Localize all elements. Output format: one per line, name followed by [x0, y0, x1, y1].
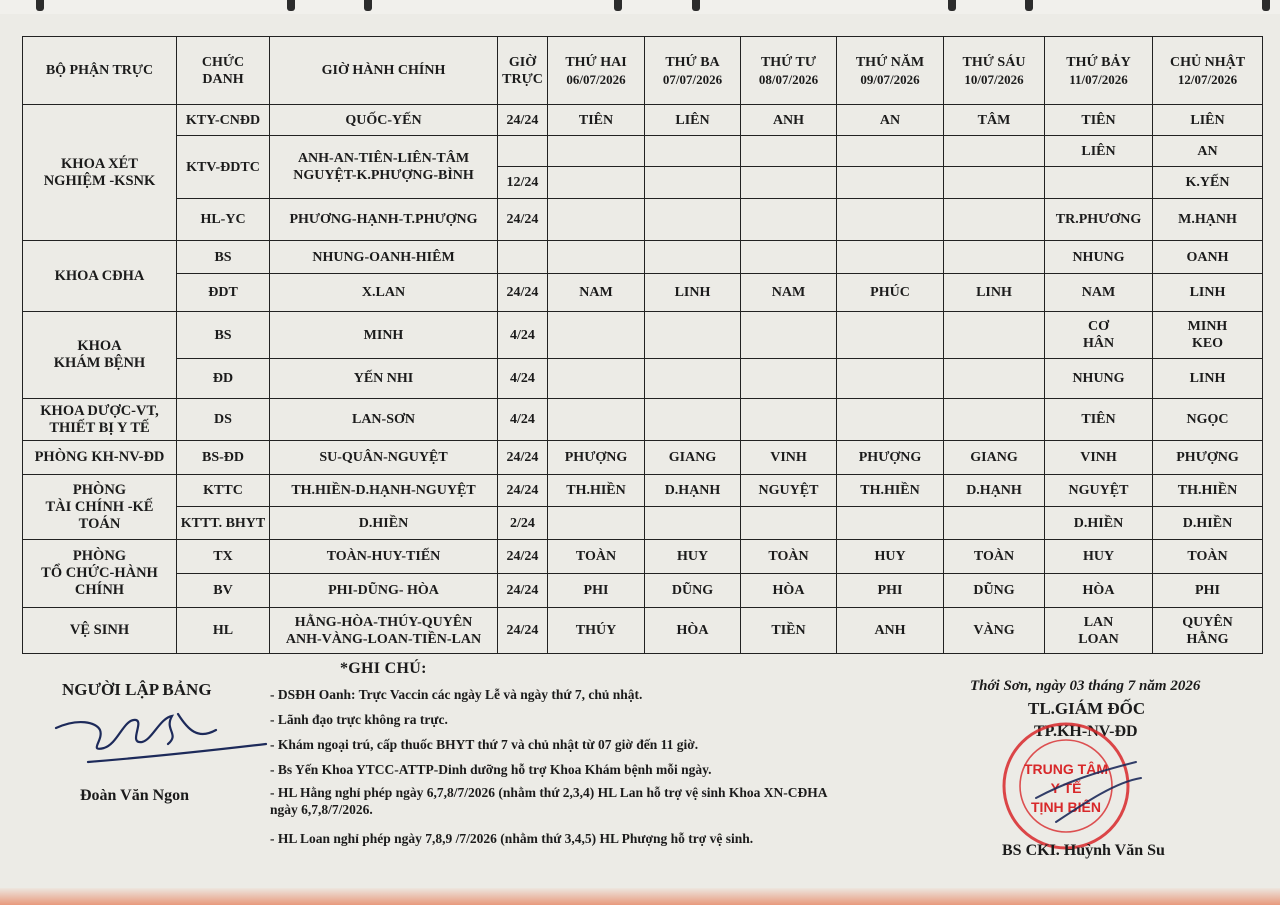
day-header-thu	[837, 37, 944, 105]
hours-cell: 24/24	[498, 441, 548, 475]
duty-cell: TÂM	[944, 105, 1045, 136]
day-name: THỨ BẢY	[1066, 54, 1131, 70]
duty-cell: PHI	[548, 574, 645, 608]
day-name: THỨ HAI	[565, 54, 627, 70]
duty-line: HÂN	[1082, 336, 1115, 351]
duty-cell	[944, 199, 1045, 241]
duty-cell: LIÊN	[645, 105, 741, 136]
duty-cell: HUY	[1045, 540, 1153, 574]
duty-cell	[741, 167, 837, 199]
dept-line: KHOA	[77, 338, 122, 354]
day-date: 08/07/2026	[758, 71, 819, 87]
hours-cell: 2/24	[498, 507, 548, 540]
duty-cell	[1045, 312, 1153, 359]
hours-cell: 4/24	[498, 359, 548, 399]
duty-cell	[741, 199, 837, 241]
duty-cell	[645, 241, 741, 274]
dept-line: TÀI CHÍNH -KẾ	[45, 498, 154, 515]
office-cell: TOÀN-HUY-TIẾN	[270, 540, 498, 574]
duty-cell	[944, 399, 1045, 441]
office-cell: QUỐC-YẾN	[270, 105, 498, 136]
duty-cell	[645, 312, 741, 359]
duty-cell: D.HIỀN	[1045, 507, 1153, 540]
dept-line: CHÍNH	[74, 582, 125, 598]
duty-cell: LINH	[645, 274, 741, 312]
dept-cdha: KHOA CĐHA	[23, 241, 177, 312]
duty-cell	[741, 136, 837, 167]
table-row	[23, 241, 1263, 274]
duty-cell: ANH	[741, 105, 837, 136]
hours-cell: 4/24	[498, 399, 548, 441]
duty-cell	[548, 167, 645, 199]
duty-cell: AN	[1153, 136, 1263, 167]
duty-cell	[944, 312, 1045, 359]
duty-cell	[741, 399, 837, 441]
duty-cell: VINH	[741, 441, 837, 475]
duty-cell	[837, 136, 944, 167]
col-title-header	[177, 37, 270, 105]
duty-cell	[548, 199, 645, 241]
hours-cell	[498, 241, 548, 274]
duty-cell: TH.HIỀN	[548, 475, 645, 507]
hours-cell: 24/24	[498, 274, 548, 312]
dept-line: NGHIỆM -KSNK	[43, 172, 156, 189]
binding-hole	[948, 0, 956, 11]
office-cell: PHI-DŨNG- HÒA	[270, 574, 498, 608]
office-cell: SU-QUÂN-NGUYỆT	[270, 441, 498, 475]
duty-cell	[645, 507, 741, 540]
duty-cell: TH.HIỀN	[837, 475, 944, 507]
dept-line: TỔ CHỨC-HÀNH	[41, 565, 158, 581]
hours-cell: 24/24	[498, 199, 548, 241]
duty-line: LAN	[1083, 614, 1114, 630]
duty-cell: NAM	[741, 274, 837, 312]
duty-cell: NGỌC	[1153, 399, 1263, 441]
duty-cell: NHUNG	[1045, 241, 1153, 274]
duty-cell: D.HẠNH	[645, 475, 741, 507]
dept-to-chuc-hanh-chinh	[23, 540, 177, 608]
duty-cell: NAM	[548, 274, 645, 312]
duty-cell: PHÚC	[837, 274, 944, 312]
duty-cell: LINH	[1153, 274, 1263, 312]
duty-cell: M.HẠNH	[1153, 199, 1263, 241]
col-office-header: GIỜ HÀNH CHÍNH	[270, 37, 498, 105]
header-row	[23, 37, 1263, 105]
office-cell: NHUNG-OANH-HIÊM	[270, 241, 498, 274]
duty-cell	[548, 359, 645, 399]
hours-cell: 12/24	[498, 167, 548, 199]
duty-cell: LIÊN	[1045, 136, 1153, 167]
duty-cell	[837, 167, 944, 199]
col-dept-header: BỘ PHẬN TRỰC	[23, 37, 177, 105]
binder-strip	[0, 0, 1280, 14]
hours-cell: 24/24	[498, 608, 548, 654]
duty-cell: VINH	[1045, 441, 1153, 475]
duty-cell	[645, 399, 741, 441]
binding-hole	[364, 0, 372, 11]
col-title-line: CHỨC	[201, 54, 245, 70]
duty-cell: THÚY	[548, 608, 645, 654]
day-name: THỨ NĂM	[855, 54, 925, 70]
office-cell: X.LAN	[270, 274, 498, 312]
duty-cell	[837, 507, 944, 540]
office-line: ANH-AN-TIÊN-LIÊN-TÂM	[297, 151, 470, 166]
duty-cell: GIANG	[645, 441, 741, 475]
binding-hole	[692, 0, 700, 11]
title-cell: TX	[177, 540, 270, 574]
col-hours-header	[498, 37, 548, 105]
director-title: TL.GIÁM ĐỐC	[1028, 699, 1146, 718]
col-hours-line: GIỜ	[508, 54, 537, 70]
director-subtitle: TP.KH-NV-ĐD	[1034, 723, 1138, 740]
day-header-sun	[1153, 37, 1263, 105]
duty-cell: OANH	[1153, 241, 1263, 274]
duty-cell	[837, 359, 944, 399]
office-cell: MINH	[270, 312, 498, 359]
duty-line: QUYÊN	[1182, 614, 1233, 630]
table-row	[23, 359, 1263, 399]
duty-cell	[837, 199, 944, 241]
day-name: THỨ SÁU	[962, 54, 1026, 70]
hours-cell: 24/24	[498, 105, 548, 136]
official-stamp	[996, 712, 1146, 862]
duty-line: KEO	[1191, 336, 1224, 351]
office-cell: YẾN NHI	[270, 359, 498, 399]
dept-xet-nghiem	[23, 105, 177, 241]
binding-hole	[1262, 0, 1270, 11]
duty-cell: LINH	[944, 274, 1045, 312]
duty-cell	[837, 312, 944, 359]
day-header-sat	[1045, 37, 1153, 105]
day-header-fri	[944, 37, 1045, 105]
office-cell: TH.HIỀN-D.HẠNH-NGUYỆT	[270, 475, 498, 507]
duty-cell	[837, 241, 944, 274]
title-cell: ĐD	[177, 359, 270, 399]
stamp-line: TRUNG TÂM	[1024, 761, 1108, 777]
duty-cell: D.HIỀN	[1153, 507, 1263, 540]
title-cell: KTTT. BHYT	[177, 507, 270, 540]
duty-cell	[645, 359, 741, 399]
duty-cell	[548, 241, 645, 274]
note-item: - DSĐH Oanh: Trực Vaccin các ngày Lễ và ngày thứ 7, chủ nhật.	[270, 687, 643, 702]
duty-cell: ANH	[837, 608, 944, 654]
title-cell: BV	[177, 574, 270, 608]
office-cell: PHƯƠNG-HẠNH-T.PHƯỢNG	[270, 199, 498, 241]
duty-cell: NGUYỆT	[1045, 475, 1153, 507]
dept-ve-sinh: VỆ SINH	[23, 608, 177, 654]
dept-line: KHOA DƯỢC-VT,	[40, 402, 159, 419]
duty-cell: AN	[837, 105, 944, 136]
duty-cell: TOÀN	[548, 540, 645, 574]
title-cell: KTTC	[177, 475, 270, 507]
duty-cell: NAM	[1045, 274, 1153, 312]
note-item: - Bs Yến Khoa YTCC-ATTP-Dinh dưỡng hỗ trợ Khoa Khám bệnh mỗi ngày.	[270, 762, 712, 777]
duty-cell: TH.HIỀN	[1153, 475, 1263, 507]
office-line: ANH-VÀNG-LOAN-TIỀN-LAN	[285, 631, 482, 647]
duty-cell: LIÊN	[1153, 105, 1263, 136]
hours-cell: 24/24	[498, 574, 548, 608]
office-cell	[270, 136, 498, 199]
duty-cell: PHƯỢNG	[837, 441, 944, 475]
table-row	[23, 136, 1263, 167]
duty-cell: TIÊN	[1045, 399, 1153, 441]
day-header-mon	[548, 37, 645, 105]
title-cell: ĐDT	[177, 274, 270, 312]
day-date: 11/07/2026	[1069, 71, 1128, 87]
table-row	[23, 199, 1263, 241]
duty-cell	[1153, 608, 1263, 654]
duty-cell	[837, 399, 944, 441]
col-title-line: DANH	[202, 71, 244, 87]
hours-cell: 24/24	[498, 475, 548, 507]
duty-cell	[944, 167, 1045, 199]
office-line: HẰNG-HÒA-THÚY-QUYÊN	[294, 614, 473, 630]
note-item: - Lãnh đạo trực không ra trực.	[270, 712, 448, 727]
duty-line: CƠ	[1088, 319, 1109, 334]
office-cell: LAN-SƠN	[270, 399, 498, 441]
hours-cell	[498, 136, 548, 167]
duty-cell: D.HẠNH	[944, 475, 1045, 507]
duty-roster-table	[22, 36, 1263, 654]
col-hours-line: TRỰC	[502, 71, 543, 87]
duty-line: MINH	[1187, 319, 1228, 334]
table-row	[23, 399, 1263, 441]
table-row	[23, 441, 1263, 475]
day-date: 12/07/2026	[1177, 71, 1238, 87]
duty-line: HẰNG	[1186, 631, 1229, 647]
dept-kh-nv-dd: PHÒNG KH-NV-ĐD	[23, 441, 177, 475]
duty-cell	[741, 507, 837, 540]
duty-cell: HÒA	[1045, 574, 1153, 608]
table-row	[23, 105, 1263, 136]
duty-cell	[548, 507, 645, 540]
dept-line: PHÒNG	[72, 548, 127, 564]
signer-name: Đoàn Văn Ngon	[80, 787, 190, 804]
director-name: BS CKI. Huỳnh Văn Su	[1002, 842, 1165, 859]
duty-cell: K.YẾN	[1153, 167, 1263, 199]
dept-line: KHÁM BỆNH	[53, 355, 146, 371]
duty-cell	[1045, 608, 1153, 654]
day-header-wed	[741, 37, 837, 105]
duty-cell	[741, 359, 837, 399]
table-row	[23, 475, 1263, 507]
duty-cell: PHƯỢNG	[548, 441, 645, 475]
duty-cell: HUY	[645, 540, 741, 574]
duty-cell: TOÀN	[741, 540, 837, 574]
day-name: THỨ TƯ	[760, 54, 817, 70]
duty-cell	[1153, 312, 1263, 359]
duty-cell: TOÀN	[1153, 540, 1263, 574]
duty-cell	[548, 399, 645, 441]
day-name: CHỦ NHẬT	[1169, 54, 1246, 70]
table-row	[23, 608, 1263, 654]
note-item: - HL Hằng nghỉ phép ngày 6,7,8/7/2026 (nhằm thứ 2,3,4) HL Lan hỗ trợ vệ sinh Khoa XN-CĐHA	[270, 785, 828, 800]
place-date: Thới Sơn, ngày 03 tháng 7 năm 2026	[970, 678, 1201, 694]
dept-line: THIẾT BỊ Y TẾ	[49, 419, 150, 436]
day-date: 06/07/2026	[566, 71, 626, 87]
title-cell: BS	[177, 241, 270, 274]
duty-line: LOAN	[1078, 631, 1119, 647]
title-cell: KTV-ĐDTC	[177, 136, 270, 199]
duty-cell: HUY	[837, 540, 944, 574]
title-cell: DS	[177, 399, 270, 441]
notes-title: *GHI CHÚ:	[340, 660, 427, 677]
page-edge	[0, 888, 1280, 905]
table-row	[23, 507, 1263, 540]
day-date: 09/07/2026	[860, 71, 920, 87]
duty-cell	[548, 136, 645, 167]
office-line: NGUYỆT-K.PHƯỢNG-BÌNH	[293, 168, 474, 183]
day-name: THỨ BA	[665, 54, 720, 70]
duty-cell	[1045, 167, 1153, 199]
title-cell: BS	[177, 312, 270, 359]
duty-cell	[944, 359, 1045, 399]
signer-title: NGƯỜI LẬP BẢNG	[62, 680, 212, 699]
stamp-line: TỊNH BIÊN	[1031, 799, 1101, 815]
dept-kham-benh	[23, 312, 177, 399]
duty-cell	[645, 136, 741, 167]
duty-cell: HÒA	[645, 608, 741, 654]
hours-cell: 4/24	[498, 312, 548, 359]
dept-line: TOÁN	[78, 515, 121, 532]
duty-cell: TR.PHƯƠNG	[1045, 199, 1153, 241]
duty-cell: TIÊN	[1045, 105, 1153, 136]
binding-hole	[287, 0, 295, 11]
duty-cell	[741, 241, 837, 274]
binding-hole	[1025, 0, 1033, 11]
duty-cell: VÀNG	[944, 608, 1045, 654]
title-cell: HL	[177, 608, 270, 654]
table-row	[23, 540, 1263, 574]
duty-cell	[944, 507, 1045, 540]
note-item: - Khám ngoại trú, cấp thuốc BHYT thứ 7 và chủ nhật từ 07 giờ đến 11 giờ.	[270, 737, 699, 752]
title-cell: KTY-CNĐD	[177, 105, 270, 136]
day-date: 10/07/2026	[964, 71, 1024, 87]
duty-cell	[645, 199, 741, 241]
duty-cell: LINH	[1153, 359, 1263, 399]
binding-hole	[614, 0, 622, 11]
signature-ngon	[48, 700, 278, 775]
note-item: - HL Loan nghỉ phép ngày 7,8,9 /7/2026 (nhằm thứ 3,4,5) HL Phượng hỗ trợ vệ sinh.	[270, 831, 754, 846]
table-row	[23, 274, 1263, 312]
duty-cell: PHI	[837, 574, 944, 608]
note-item: ngày 6,7,8/7/2026.	[270, 802, 373, 817]
duty-cell: GIANG	[944, 441, 1045, 475]
duty-cell: DŨNG	[645, 574, 741, 608]
duty-cell: NHUNG	[1045, 359, 1153, 399]
day-header-tue	[645, 37, 741, 105]
dept-duoc	[23, 399, 177, 441]
hours-cell: 24/24	[498, 540, 548, 574]
dept-line: PHÒNG	[72, 481, 127, 498]
duty-cell: TIỀN	[741, 608, 837, 654]
duty-cell: PHƯỢNG	[1153, 441, 1263, 475]
binding-hole	[36, 0, 44, 11]
title-cell: HL-YC	[177, 199, 270, 241]
title-cell: BS-ĐD	[177, 441, 270, 475]
duty-cell: TOÀN	[944, 540, 1045, 574]
day-date: 07/07/2026	[662, 71, 723, 87]
duty-cell	[944, 241, 1045, 274]
dept-line: KHOA XÉT	[61, 155, 138, 172]
duty-cell: NGUYỆT	[741, 475, 837, 507]
office-cell: D.HIỀN	[270, 507, 498, 540]
duty-cell	[548, 312, 645, 359]
duty-cell: TIÊN	[548, 105, 645, 136]
table-row	[23, 312, 1263, 359]
duty-cell	[645, 167, 741, 199]
stamp-line: Y TẾ	[1050, 780, 1082, 796]
dept-tai-chinh-ke-toan	[23, 475, 177, 540]
duty-cell: HÒA	[741, 574, 837, 608]
duty-cell	[944, 136, 1045, 167]
duty-cell: PHI	[1153, 574, 1263, 608]
duty-cell: DŨNG	[944, 574, 1045, 608]
table-row	[23, 574, 1263, 608]
office-cell	[270, 608, 498, 654]
duty-cell	[741, 312, 837, 359]
